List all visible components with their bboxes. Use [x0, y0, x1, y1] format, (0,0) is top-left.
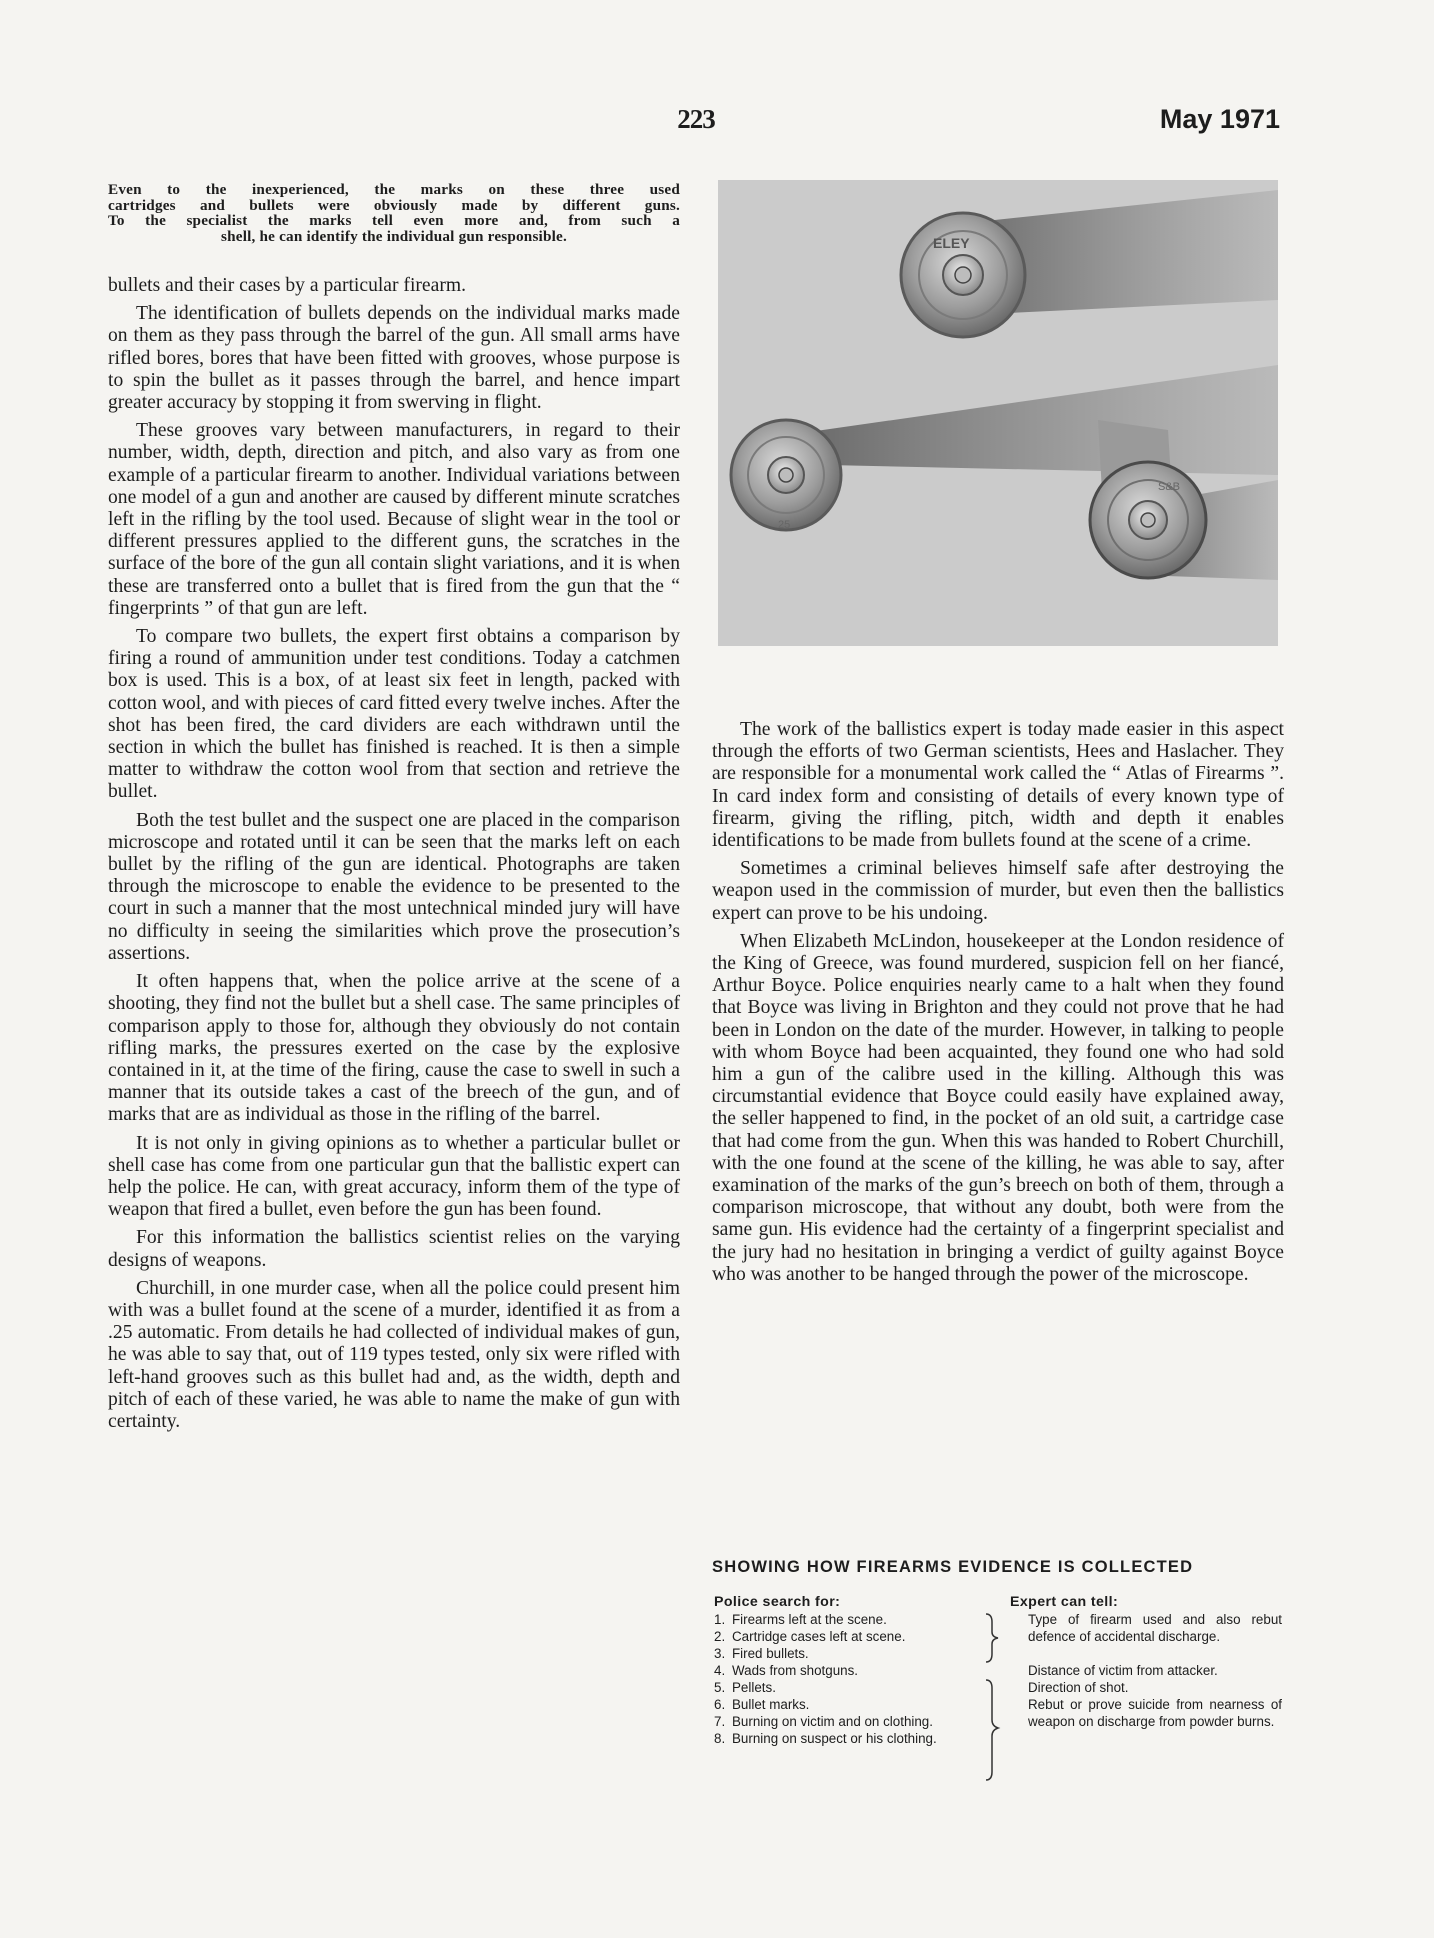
- paragraph: The identification of bullets depends on the individual marks made on them as they pass through the barrel of the gun. All small arms have rifled bores, bores that have been fitted with grooves, whose purpose is to spin the bullet as it passes through the barrel, and hence impart greater accuracy by stopping it from swerving in flight.: [108, 303, 680, 414]
- caption-line: Even to the inexperienced, the marks on these three used: [108, 181, 680, 198]
- list-item: 4. Wads from shotguns.: [714, 1663, 859, 1678]
- page-number: 223: [677, 104, 715, 134]
- paragraph: The work of the ballistics expert is today made easier in this aspect through the efforts of two German scientists, Hees and Haslacher. They are responsible for a monumental work called the “ Atlas of Firearms ”. In card index form and consisting of details of every known type of firearm, giving the rifling, pitch, width and depth it enables identifications to be made from bullets found at the scene of a crime.: [712, 719, 1284, 852]
- list-item: 2. Cartridge cases left at scene.: [714, 1629, 906, 1644]
- brace-marks: [982, 1612, 1006, 1782]
- list-item: 8. Burning on suspect or his clothing.: [714, 1731, 937, 1746]
- paragraph: For this information the ballistics scientist relies on the varying designs of weapons.: [108, 1227, 680, 1271]
- expert-item: Distance of victim from attacker.: [1028, 1663, 1218, 1678]
- paragraph: To compare two bullets, the expert first obtains a comparison by firing a round of ammunition under test conditions. Today a catchmen box is used. This is a box, of at least six feet in length, packed with cotton wool, and with pieces of card fitted every twelve inches. After the shot has been fired, the card dividers are each withdrawn until the section in which the bullet has finished is reached. It is then a simple matter to withdraw the cotton wool from that section and retrieve the bullet.: [108, 626, 680, 803]
- paragraph: Churchill, in one murder case, when all the police could present him with was a bullet found at the scene of a murder, identified it as from a .25 automatic. From details he had collected of individual makes of gun, he was able to say that, out of 119 types tested, only six were rifled with left-hand grooves such as this bullet had and, as the width, depth and pitch of each of these varied, he was able to name the make of gun with certainty.: [108, 1277, 680, 1432]
- headstamp-text: ELEY: [933, 235, 970, 251]
- police-items: [714, 1611, 982, 1747]
- right-column: [712, 719, 1284, 1292]
- expert-heading: Expert can tell:: [1010, 1594, 1119, 1610]
- headstamp-text: S&B: [1158, 481, 1181, 493]
- paragraph: Sometimes a criminal believes himself safe after destroying the weapon used in the commission of murder, but even then the ballistics expert can prove to be his undoing.: [712, 858, 1284, 924]
- paragraph: Both the test bullet and the suspect one are placed in the comparison microscope and rotated until it can be seen that the marks left on each bullet by the rifling of the gun are identical. Photographs are taken through the microscope to enable the evidence to be presented to the court in such a manner that the most untechnical minded jury will have no difficulty in seeing the similarities which prove the prosecution’s assertions.: [108, 809, 680, 964]
- evidence-box-title: SHOWING HOW FIREARMS EVIDENCE IS COLLECTED: [712, 1558, 1194, 1576]
- issue-date: May 1971: [1159, 104, 1280, 134]
- photo-caption: [108, 182, 680, 244]
- list-item: 6. Bullet marks.: [714, 1697, 810, 1712]
- paragraph: It is not only in giving opinions as to whether a particular bullet or shell case has come from one particular gun that the ballistic expert can help the police. He can, with great accuracy, inform them of the type of weapon that fired a bullet, even before the gun has been found.: [108, 1132, 680, 1221]
- expert-group-1: Type of firearm used and also rebut defence of accidental discharge.: [1028, 1612, 1282, 1644]
- list-item: 7. Burning on victim and on clothing.: [714, 1714, 933, 1729]
- police-search-list: [714, 1594, 982, 1747]
- list-item: 1. Firearms left at the scene.: [714, 1612, 887, 1627]
- expert-group-2: [1010, 1662, 1282, 1730]
- paragraph: bullets and their cases by a particular firearm.: [108, 275, 466, 296]
- expert-item: Direction of shot.: [1028, 1680, 1129, 1695]
- caption-line: cartridges and bullets were obviously made by different guns.: [108, 196, 680, 214]
- paragraph: These grooves vary between manufacturers, in regard to their number, width, depth, direction and pitch, and also vary as from one example of a particular firearm to another. Individual variations between one model of a gun and another are caused by different minute scratches left in the rifling by the tool used. Because of slight wear in the tool or different pressures applied to the different guns, the scratches in the surface of the bore of the gun all contain slight variations, and it is when these are transferred onto a bullet that is fired from the gun that the “ fingerprints ” of that gun are left.: [108, 420, 680, 619]
- expert-item: Rebut or prove suicide from nearness of weapon on discharge from powder burns.: [1028, 1697, 1282, 1729]
- expert-tell-list: [1010, 1594, 1282, 1730]
- cartridge-photo: [718, 180, 1278, 646]
- paragraph: It often happens that, when the police arrive at the scene of a shooting, they find not the bullet but a shell case. The same principles of comparison apply to those for, although they obviously do not contain rifling marks, the pressures exerted on the case by the explosive contained in it, at the time of the firing, cause the case to swell in such a manner that its outside takes a cast of the breech of the gun, and of marks that are as individual as those in the rifling of the barrel.: [108, 971, 680, 1126]
- list-item: 5. Pellets.: [714, 1680, 776, 1695]
- caption-line: shell, he can identify the individual gun responsible.: [221, 227, 567, 245]
- police-heading: Police search for:: [714, 1594, 841, 1610]
- list-item: 3. Fired bullets.: [714, 1646, 809, 1661]
- left-column: [108, 275, 680, 1439]
- headstamp-text: 25: [778, 519, 791, 531]
- caption-line: To the specialist the marks tell even more and, from such a: [108, 212, 680, 229]
- paragraph: When Elizabeth McLindon, housekeeper at the London residence of the King of Greece, was found murdered, suspicion fell on her fiancé, Arthur Boyce. Police enquiries nearly came to a halt when they found that Boyce was living in Brighton and they could not prove that he had been in London on the date of the murder. However, in talking to people with whom Boyce had been acquainted, they found one who had sold him a gun of the calibre used in the killing. Although this was circumstantial evidence that Boyce could easily have explained away, the seller happened to find, in the pocket of an old suit, a cartridge case that had come from the gun. When this was handed to Robert Churchill, with the one found at the scene of the killing, he was able to say, after examination of the marks of the gun’s breech on both of them, through a comparison microscope, that without any doubt, both were from the same gun. His evidence had the certainty of a fingerprint specialist and the jury had no hesitation in bringing a verdict of guilty against Boyce who was another to be hanged through the power of the microscope.: [712, 930, 1284, 1285]
